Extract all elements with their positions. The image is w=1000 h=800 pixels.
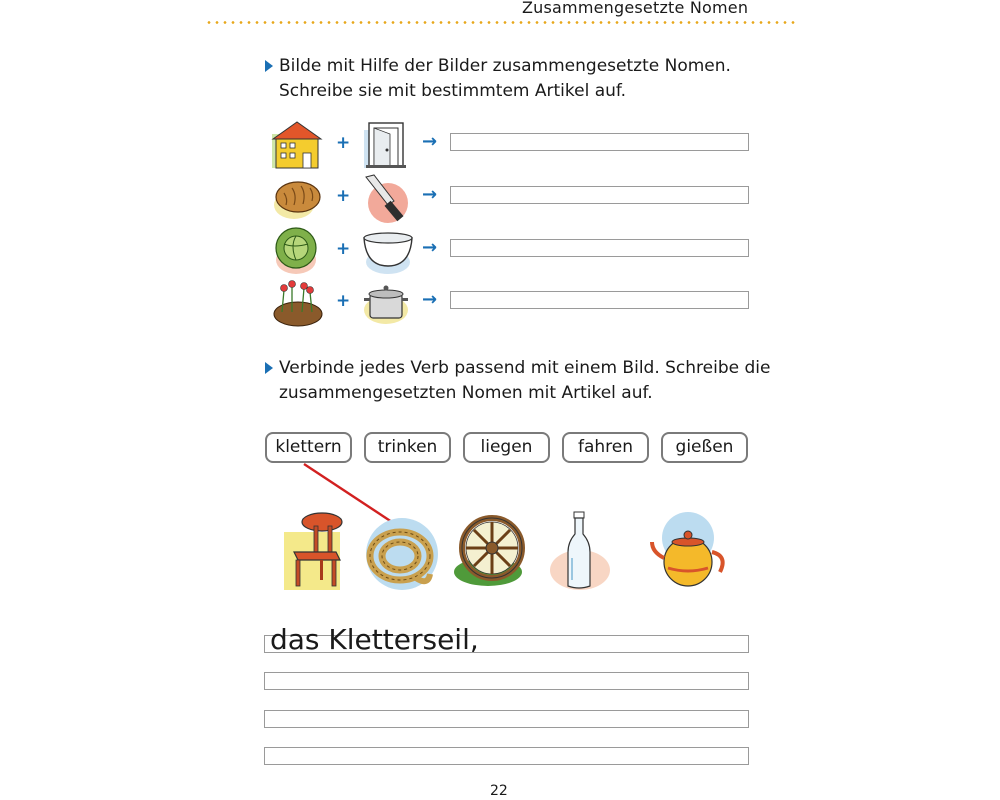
task-1-line-2: Schreibe sie mit bestimmtem Artikel auf. (279, 81, 627, 101)
bottle-icon[interactable] (542, 508, 628, 594)
chair-icon[interactable] (280, 508, 366, 594)
plus-sign: + (336, 291, 351, 311)
task-1-line-1: Bilde mit Hilfe der Bilder zusammengesetzte Nomen. (279, 56, 731, 76)
task-2-line-2: zusammengesetzten Nomen mit Artikel auf. (279, 383, 653, 403)
plus-sign: + (336, 186, 351, 206)
plus-sign: + (336, 239, 351, 259)
arrow-icon: → (422, 184, 438, 205)
arrow-icon: → (422, 289, 438, 310)
writing-line[interactable] (264, 710, 749, 728)
verb-box-giessen[interactable]: gießen (661, 432, 748, 463)
wheel-icon[interactable] (452, 508, 538, 594)
page-number: 22 (490, 783, 508, 799)
teapot-icon[interactable] (646, 508, 732, 594)
writing-line[interactable] (264, 747, 749, 765)
task-2-line-1: Verbinde jedes Verb passend mit einem Bild. Schreibe die (279, 358, 771, 378)
writing-line[interactable] (264, 672, 749, 690)
verb-box-liegen[interactable]: liegen (463, 432, 550, 463)
arrow-icon: → (422, 131, 438, 152)
handwritten-answer: das Kletterseil, (270, 623, 479, 656)
verb-box-fahren[interactable]: fahren (562, 432, 649, 463)
verb-box-trinken[interactable]: trinken (364, 432, 451, 463)
plus-sign: + (336, 133, 351, 153)
rope-icon[interactable] (358, 508, 444, 594)
arrow-icon: → (422, 237, 438, 258)
page-header-title: Zusammengesetzte Nomen (522, 0, 749, 17)
verb-box-klettern[interactable]: klettern (265, 432, 352, 463)
